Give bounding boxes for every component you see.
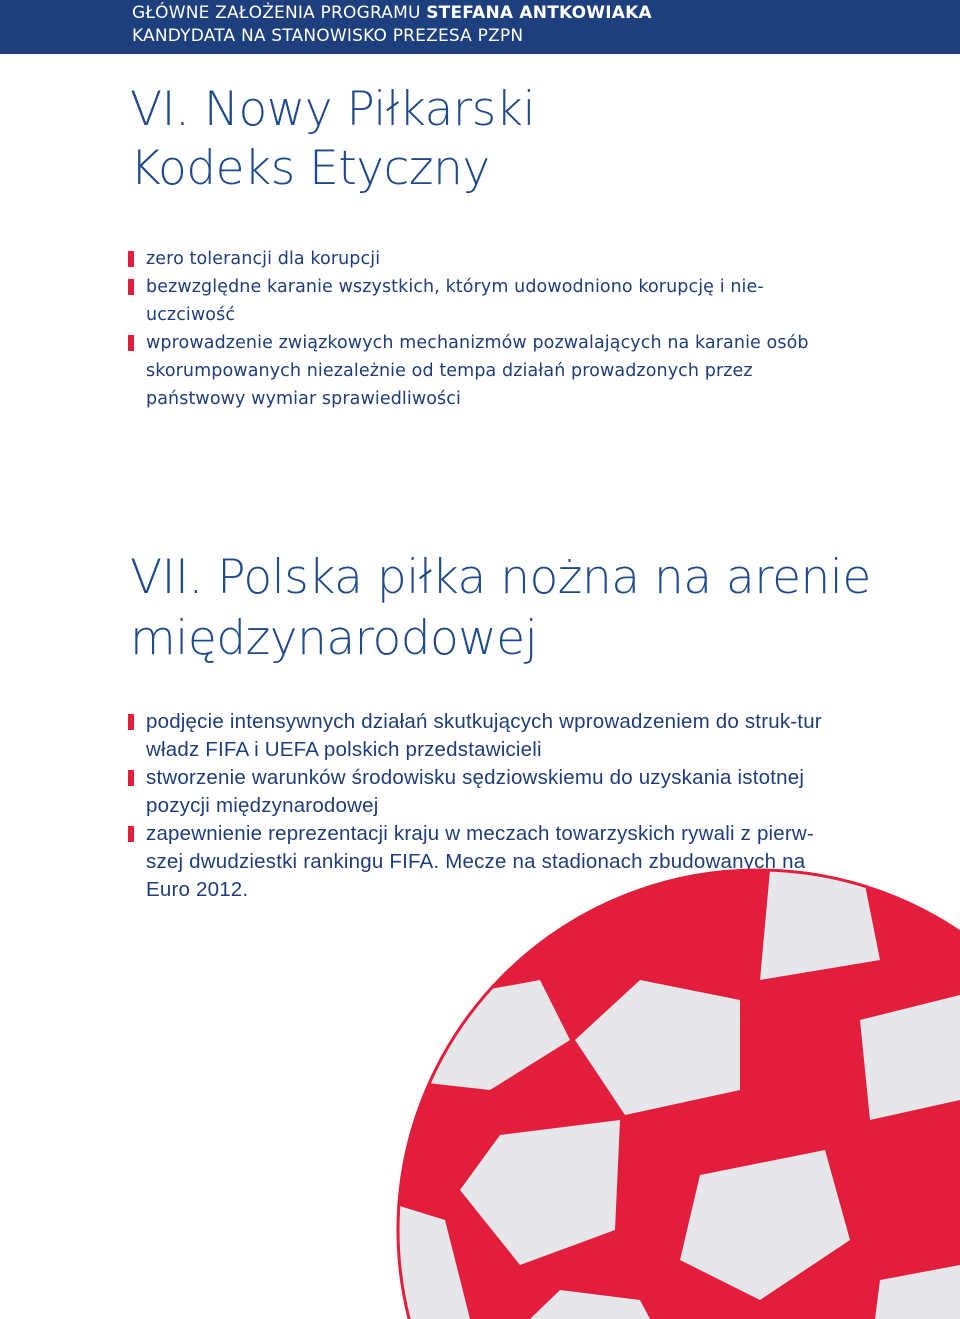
- list-item-text: podjęcie intensywnych działań skutkujących wprowadzeniem do struk-tur władz FIFA i UEFA polskich przedstawicieli: [146, 710, 822, 761]
- header-candidate-name: STEFANA ANTKOWIAKA: [426, 3, 652, 23]
- header-line-2: KANDYDATA NA STANOWISKO PREZESA PZPN: [132, 26, 524, 46]
- section-6-title-line-2: Kodeks Etyczny: [130, 141, 490, 196]
- section-6-title-line-1: VI. Nowy Piłkarski: [130, 82, 536, 137]
- list-item-text: stworzenie warunków środowisku sędziowskiemu do uzyskania istotnej pozycji międzynarodowej: [146, 766, 805, 817]
- section-7-title-line-1: VII. Polska piłka nożna na arenie: [130, 550, 871, 605]
- list-item-text: zero tolerancji dla korupcji: [146, 249, 381, 269]
- list-item-text: bezwzględne karanie wszystkich, którym udowodniono korupcję i nie-uczciwość: [146, 277, 764, 325]
- section-7-title-line-2: międzynarodowej: [130, 611, 538, 666]
- list-item-text: zapewnienie reprezentacji kraju w meczach towarzyskich rywali z pierw-szej dwudziestki rankingu FIFA. Mecze na stadionach zbudowanych na Euro 2012.: [146, 822, 814, 901]
- list-item-text: wprowadzenie związkowych mechanizmów pozwalających na karanie osób skorumpowanych niezależnie od tempa działań prowadzonych przez państwowy wymiar sprawiedliwości: [146, 333, 809, 409]
- header-prefix: GŁÓWNE ZAŁOŻENIA PROGRAMU: [132, 3, 421, 23]
